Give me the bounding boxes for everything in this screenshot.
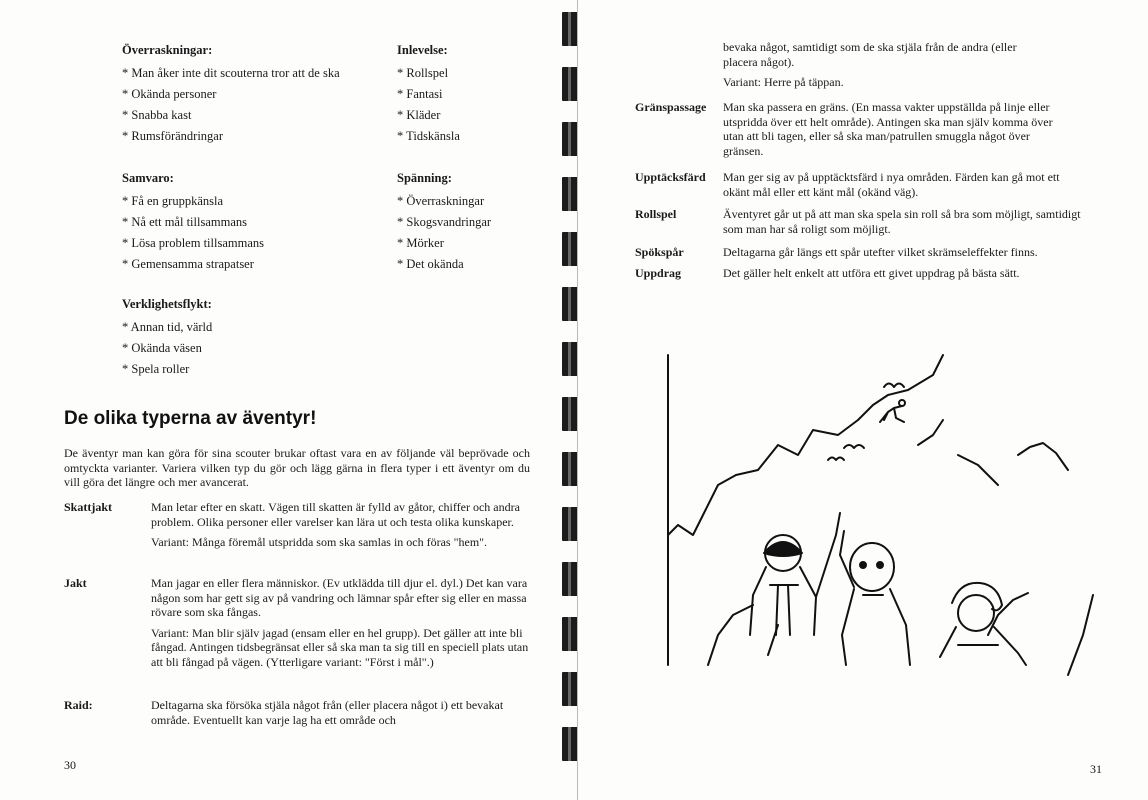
climber-head: [899, 400, 905, 406]
entry-term: Raid:: [64, 698, 93, 712]
left-page: [0, 0, 560, 800]
list-item: * Kläder: [397, 108, 441, 122]
page-number: 30: [64, 758, 76, 772]
climbing-scouts-illustration: [658, 335, 1098, 695]
entry-paragraph: Man ska passera en gräns. (En massa vakter uppställda på linje eller utspridda över ett helt område). Antingen ska man själv komma över utan att bli tagen, eller så ska man/patrullen smuggla något över gränsen.: [723, 100, 1053, 158]
spiral-binding: [560, 0, 582, 800]
section-heading: Verklighetsflykt:: [122, 297, 212, 311]
binding-coil: [562, 177, 578, 211]
section-spanning: [397, 168, 491, 275]
section-samvaro: [122, 168, 264, 275]
binding-coil: [562, 397, 578, 431]
entry-description: [151, 576, 530, 669]
list-item: * Rumsförändringar: [122, 129, 224, 143]
list-item: * Överraskningar: [397, 194, 485, 208]
bird: [828, 458, 844, 461]
page-title: De olika typerna av äventyr!: [64, 408, 317, 429]
binding-coil: [562, 562, 578, 596]
entry-paragraph: Man ger sig av på upptäcktsfärd i nya områden. Färden kan gå mot ett okänt mål eller ett känt mål (okänd väg).: [723, 170, 1060, 199]
binding-coil: [562, 672, 578, 706]
scout-body-middle: [840, 531, 910, 665]
list-item: * Gemensamma strapatser: [122, 257, 254, 271]
list-item: * Man åker inte dit scouterna tror att de ska: [122, 66, 340, 80]
entry-description: [723, 170, 1089, 199]
section-verklighetsflykt: [122, 294, 212, 380]
section-inlevelse: [397, 40, 460, 147]
entry-term: Gränspassage: [635, 100, 707, 114]
list-item: * Tidskänsla: [397, 129, 460, 143]
scout-body-left: [750, 513, 840, 635]
binding-coil: [562, 287, 578, 321]
list-item: * Snabba kast: [122, 108, 192, 122]
entry-term: Spökspår: [635, 245, 684, 259]
climber: [880, 406, 904, 422]
entry-paragraph: Variant: Många föremål utspridda som ska samlas in och föras "hem".: [151, 535, 488, 549]
entry-term: Jakt: [64, 576, 87, 590]
scout-body-right: [940, 627, 1026, 665]
binding-coil: [562, 727, 578, 761]
cliff-outline: [668, 355, 943, 665]
entry-paragraph: Det gäller helt enkelt att utföra ett givet uppdrag på bästa sätt.: [723, 266, 1020, 280]
list-item: * Okända personer: [122, 87, 217, 101]
entry-paragraph: Man letar efter en skatt. Vägen till skatten är fylld av gåtor, chiffer och andra problem. Olika personer eller varelser kan lära ut och testa olika kunskaper.: [151, 500, 520, 529]
entry-paragraph: Man jagar en eller flera människor. (Ev utklädda till djur el. dyl.) Det kan vara någon som har gett sig av på vandring och lämnar spår efter sig eller en massa rövare som ska fångas.: [151, 576, 528, 619]
entry-description: [723, 245, 1089, 260]
binding-coil: [562, 452, 578, 486]
list-item: * Annan tid, värld: [122, 320, 213, 334]
binding-coil: [562, 342, 578, 376]
scout-eye: [860, 562, 866, 568]
section-heading: Överraskningar:: [122, 43, 213, 57]
list-item: * Mörker: [397, 236, 444, 250]
bird: [844, 445, 864, 448]
section-heading: Inlevelse:: [397, 43, 448, 57]
list-item: * Lösa problem tillsammans: [122, 236, 264, 250]
entry-term: Upptäcksfärd: [635, 170, 706, 184]
section-heading: Samvaro:: [122, 171, 174, 185]
entry-paragraph: Äventyret går ut på att man ska spela sin roll så bra som möjligt, samtidigt som man har så roligt som möjligt.: [723, 207, 1081, 236]
entry-paragraph: Variant: Man blir själv jagad (ensam eller en hel grupp). Det gäller att inte bli fångad. Antingen tidsbegränsat eller så ska man ta sig till en speciell plats utan att bli fångad på vägen. (Ytterligare variant: "Först i mål".): [151, 625, 529, 669]
intro-paragraph: De äventyr man kan göra för sina scouter brukar oftast vara en av följande väl beprövade och omtyckta varianter. Variera vilken typ du gör och lägg gärna in flera typer i ett äventyr om du vill göra det längre och mer avancerat.: [64, 446, 530, 489]
entry-term: Rollspel: [635, 207, 677, 221]
scout-head-middle: [850, 543, 894, 591]
page-number: 31: [1090, 762, 1102, 776]
list-item: * Rollspel: [397, 66, 449, 80]
page-gutter: [577, 0, 578, 800]
entry-description: [723, 207, 1089, 236]
list-item: * Få en gruppkänsla: [122, 194, 224, 208]
entry-term: Skattjakt: [64, 500, 113, 514]
scout-head-right: [958, 595, 994, 631]
binding-coil: [562, 12, 578, 46]
bird: [884, 384, 904, 388]
list-item: * Skogsvandringar: [397, 215, 492, 229]
entry-paragraph: Variant: Herre på täppan.: [723, 75, 844, 89]
entry-description: [723, 266, 1089, 281]
entry-description: [151, 500, 530, 550]
section-heading: Spänning:: [397, 171, 452, 185]
list-item: * Okända väsen: [122, 341, 202, 355]
binding-coil: [562, 67, 578, 101]
entry-paragraph: Deltagarna går längs ett spår utefter vilket skrämseleffekter finns.: [723, 245, 1038, 259]
list-item: * Nå ett mål tillsammans: [122, 215, 247, 229]
binding-coil: [562, 617, 578, 651]
entry-paragraph: Deltagarna ska försöka stjäla något från (eller placera något i) ett bevakat område. Eventuellt kan varje lag ha ett område och: [151, 698, 504, 727]
ground-line: [708, 593, 1093, 675]
list-item: * Fantasi: [397, 87, 443, 101]
entry-description: [151, 698, 511, 727]
entry-description: [723, 100, 1068, 158]
binding-coil: [562, 507, 578, 541]
entry-paragraph: bevaka något, samtidigt som de ska stjäla från de andra (eller placera något).: [723, 40, 1017, 69]
list-item: * Spela roller: [122, 362, 190, 376]
section-overraskningar: [122, 40, 340, 147]
binding-coil: [562, 122, 578, 156]
entry-description: [723, 40, 1043, 90]
scout-hat-left: [764, 542, 802, 556]
cliff-outline-right: [918, 420, 1068, 485]
binding-coil: [562, 232, 578, 266]
entry-term: Uppdrag: [635, 266, 682, 280]
list-item: * Det okända: [397, 257, 464, 271]
scout-eye: [877, 562, 883, 568]
